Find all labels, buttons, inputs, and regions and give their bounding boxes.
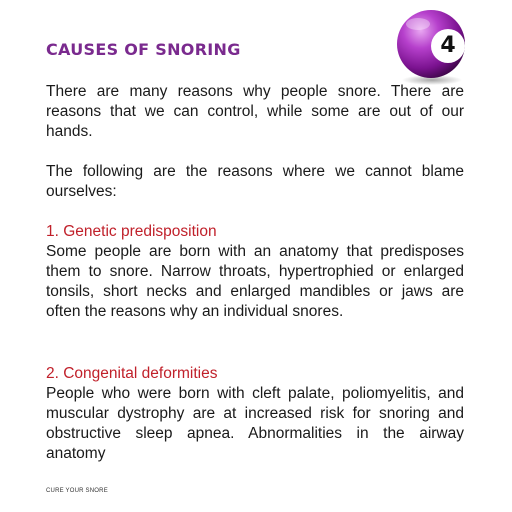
section-text-genetic: Some people are born with an anatomy that predisposes them to snore. Narrow throats, hypertrophied or enlarged tonsils, short necks and enlarged mandibles or jaws are often the reasons why an individual snores. <box>46 243 464 320</box>
section-title-genetic: 1. Genetic predisposition <box>46 223 217 240</box>
section-title-congenital: 2. Congenital deformities <box>46 365 218 382</box>
badge-number: 4 <box>440 33 456 58</box>
page-title: CAUSES OF SNORING <box>46 40 241 59</box>
lead-paragraph: The following are the reasons where we cannot blame ourselves: <box>46 163 464 200</box>
intro-paragraph: There are many reasons why people snore. There are reasons that we can control, while some are out of our hands. <box>46 83 464 140</box>
section-text-congenital: People who were born with cleft palate, poliomyelitis, and muscular dystrophy are at increased risk for snoring and obstructive sleep apnea. Abnormalities in the airway anatomy <box>46 385 464 462</box>
footer-text: CURE YOUR SNORE <box>46 488 108 494</box>
